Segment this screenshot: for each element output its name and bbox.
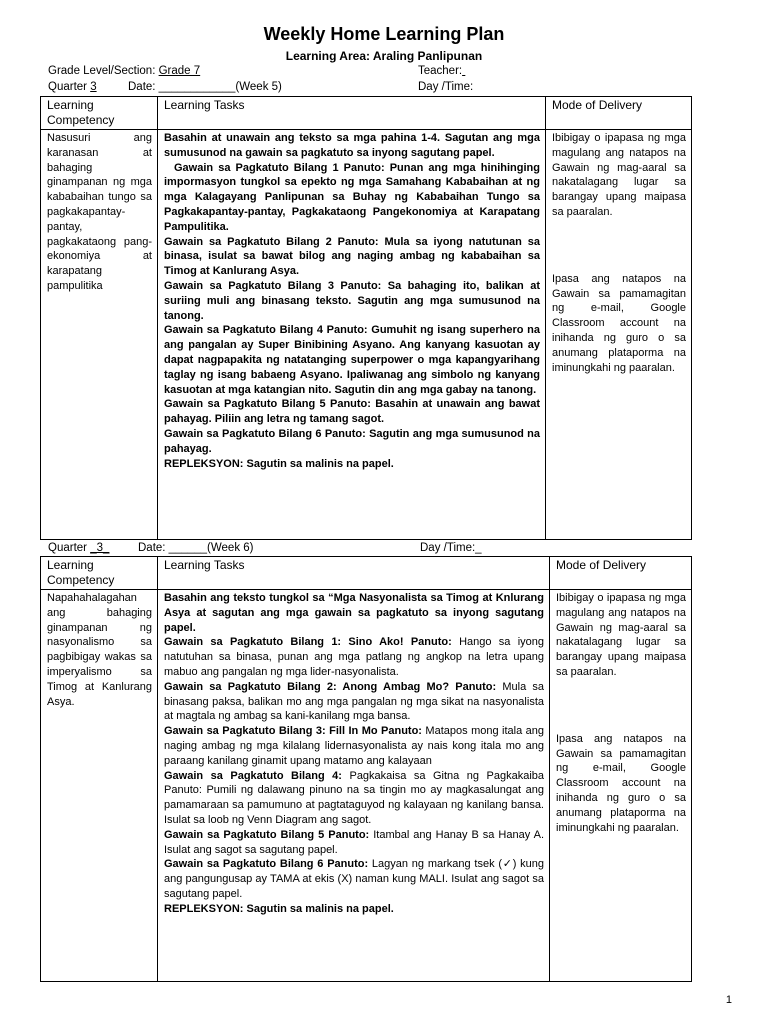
week5-quarter-value: 3 <box>90 81 97 93</box>
mode-online-submission: Ipasa ang natapos na Gawain sa pamamagitan ng e-mail, Google Classroom account na inihanda ng guro o sa anumang plataporma na iminungkahi ng paaralan. <box>552 272 686 374</box>
mode-online-submission: Ipasa ang natapos na Gawain sa pamamagitan ng e-mail, Google Classroom account na inihanda ng guro o sa anumang plataporma na iminungkahi ng paaralan. <box>556 732 686 834</box>
task-gawain-6: Gawain sa Pagkatuto Bilang 6 Panuto: Sagutin ang mga sumusunod na pahayag. <box>164 427 540 455</box>
task-gawain-3: Gawain sa Pagkatuto Bilang 3: Fill In Mo Panuto: Matapos mong itala ang naging ambag ng mga kilalang lidernasyonalista ay nais kong itala mo ang paraang kanilang ginamit upang matamo ang kalayaan <box>164 725 545 767</box>
header-competency: Learning Competency <box>41 557 158 590</box>
task-gawain-2: Gawain sa Pagkatuto Bilang 2 Panuto: Mula sa iyong natutunan sa binasa, isulat sa bawat bilog ang naging ambag ng kababaihan sa Timog at Kanlurang Asya. <box>164 235 540 278</box>
task-gawain-2: Gawain sa Pagkatuto Bilang 2: Anong Ambag Mo? Panuto: Mula sa binasang paksa, balikan mo ang mga pangalan ng mga sikat na nasyonalista at magtala ng ambag sa kani-kanilang mga bansa. <box>164 680 545 723</box>
task-gawain-5: Gawain sa Pagkatuto Bilang 5 Panuto: Itambal ang Hanay B sa Hanay A. Isulat ang sagot sa sagutang papel. <box>164 828 544 856</box>
grade-value: Grade 7 <box>158 65 201 77</box>
week5-mode <box>546 130 692 540</box>
week6-daytime: Day /Time:_ <box>420 542 482 554</box>
task-gawain-3: Gawain sa Pagkatuto Bilang 3 Panuto: Sa bahaging ito, balikan at suriing muli ang binasang teksto. Sagutin ang mga sumusunod na tanong. <box>164 279 540 322</box>
teacher-label: Teacher: <box>418 65 463 77</box>
week6-tasks <box>158 590 550 982</box>
task-gawain-4: Gawain sa Pagkatuto Bilang 4 Panuto: Gumuhit ng isang superhero na ang pangalan ay Super Binibining Asyano. Ang kanyang kasuotan ay dapat nagpapakita ng natatanging superpower o mga kapangyarihang taglay ng isang babaeng Asyano. Ipaliwanag ang simbolo ng kanyang kasuotan at mga katangian nito. Sagutin din ang mga gabay na tanong. <box>164 324 540 396</box>
task-intro: Basahin at unawain ang teksto sa mga pahina 1-4. Sagutan ang mga sumusunod na gawain sa pagkatuto sa inyong sagutang papel. <box>164 132 540 159</box>
task-gawain-5: Gawain sa Pagkatuto Bilang 5 Panuto: Basahin at unawain ang bawat pahayag. Piliin ang letra ng tamang sagot. <box>164 398 540 426</box>
week6-table <box>40 556 692 982</box>
header-mode: Mode of Delivery <box>546 97 692 130</box>
document-title: Weekly Home Learning Plan <box>263 24 505 44</box>
week6-quarter-value: _3_ <box>90 542 110 554</box>
mode-parent-delivery: Ibibigay o ipapasa ng mga magulang ang natapos na Gawain ng mag-aaral sa nakatalagang lugar sa barangay upang maipasa sa paaralan. <box>556 592 686 678</box>
week6-date: Date: ______(Week 6) <box>138 542 254 554</box>
week5-date: Date: ____________(Week 5) <box>128 81 282 93</box>
week6-quarter <box>48 542 109 554</box>
task-gawain-1: Gawain sa Pagkatuto Bilang 1: Sino Ako! Panuto: Hango sa iyong natutuhan sa binasa, punan ang mga patlang ng angkop na letra upang mabuo ang pangalan ng mga lider-nasyonalista. <box>164 636 545 678</box>
teacher-line <box>418 65 465 77</box>
mode-parent-delivery: Ibibigay o ipapasa ng mga magulang ang natapos na Gawain ng mag-aaral sa nakatalagang lugar sa barangay upang maipasa sa paaralan. <box>552 132 686 218</box>
week6-quarter-label: Quarter <box>48 542 87 554</box>
week6-competency: Napahahalagahan ang bahaging ginampanan ng nasyonalismo sa pagbibigay wakas sa imperyalismo sa Timog at Kanlurang Asya. <box>41 590 158 982</box>
page-number: 1 <box>725 994 732 1006</box>
grade-label: Grade Level/Section: <box>48 65 156 77</box>
week5-table <box>40 96 692 540</box>
task-gawain-1: Gawain sa Pagkatuto Bilang 1 Panuto: Punan ang mga hinihinging impormasyon tungkol sa epekto ng mga Samahang Kababaihan at ng mga Kalagayang Panlipunan sa Buhay ng Kababaihan Tungo sa Pagkakapantay-pantay, Pagkakataong Pangekonomiya at Karapatang Pampulitika. <box>164 161 540 233</box>
grade-level-line <box>48 65 200 77</box>
task-intro: Basahin ang teksto tungkol sa “Mga Nasyonalista sa Timog at Knlurang Asya at sagutan ang mga gawain sa pagkatuto sa inyong sagutang papel. <box>164 592 544 634</box>
task-reflection: REPLEKSYON: Sagutin sa malinis na papel. <box>164 902 394 915</box>
header-tasks: Learning Tasks <box>158 97 546 130</box>
learning-area: Learning Area: Araling Panlipunan <box>285 49 483 63</box>
week5-competency: Nasusuri ang karanasan at bahaging ginampanan ng mga kababaihan tungo sa pagkakapantay-pantay, pagkakataong pang-ekonomiya at karapatang pampulitika <box>41 130 158 540</box>
header-mode: Mode of Delivery <box>550 557 692 590</box>
week5-daytime: Day /Time: <box>418 81 474 93</box>
task-gawain-6: Gawain sa Pagkatuto Bilang 6 Panuto: Lagyan ng markang tsek (✓) kung ang pangungusap ay TAMA at ekis (X) naman kung MALI. Isulat ang sagot sa sagutang papel. <box>164 858 545 900</box>
task-gawain-4: Gawain sa Pagkatuto Bilang 4: Pagkakaisa sa Gitna ng Pagkakaiba Panuto: Pumili ng dalawang pinuno na sa tingin mo ay magkasalungat ang pamamaraan sa pamumuno at pagtataguyod ng kalayaan ng kanilang bansa. Isulat sa loob ng Venn Diagram ang sagot. <box>164 769 545 826</box>
task-reflection: REPLEKSYON: Sagutin sa malinis na papel. <box>164 457 394 470</box>
week5-quarter <box>48 81 97 93</box>
week5-tasks <box>158 130 546 540</box>
header-tasks: Learning Tasks <box>158 557 550 590</box>
week5-quarter-label: Quarter <box>48 81 87 93</box>
week6-mode <box>550 590 692 982</box>
header-competency: Learning Competency <box>41 97 158 130</box>
